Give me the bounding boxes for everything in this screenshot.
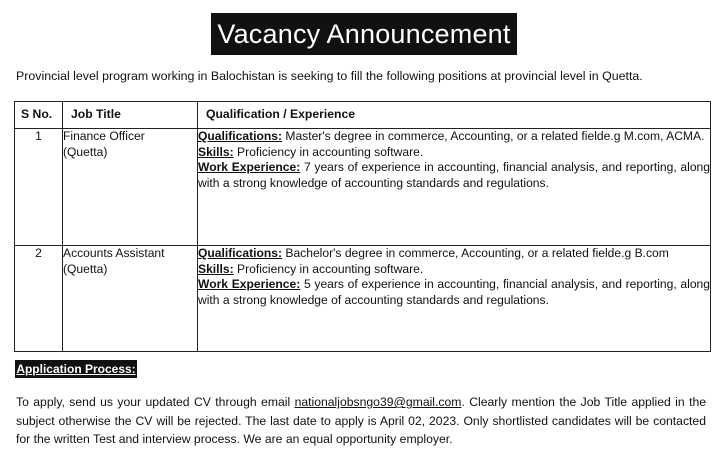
qualifications-text: Bachelor's degree in commerce, Accounting, or a related fielde.g B.com	[285, 246, 669, 260]
experience-text: 5 years of experience in accounting, financial analysis, and reporting, along with a strong knowledge of accounting standards and regulations.	[198, 277, 710, 307]
header-sno: S No.	[15, 102, 63, 129]
job-location-text: (Quetta)	[63, 261, 108, 276]
skills-label: Skills:	[198, 144, 234, 159]
table-header-row	[15, 102, 711, 129]
application-text	[16, 393, 706, 449]
table-row	[15, 246, 711, 352]
table-row	[15, 129, 711, 246]
row-job-title	[63, 129, 198, 246]
qualifications-label: Qualifications:	[198, 129, 282, 143]
qualifications-line	[198, 246, 710, 262]
qualifications-text: Master's degree in commerce, Accounting, or a related fielde.g M.com, ACMA.	[285, 129, 705, 143]
row-job-title	[63, 246, 198, 352]
positions-table	[14, 101, 711, 352]
experience-label: Work Experience:	[198, 277, 301, 292]
header-qualification: Qualification / Experience	[198, 102, 711, 129]
experience-text: 7 years of experience in accounting, financial analysis, and reporting, along with a strong knowledge of accounting standards and regulations.	[198, 160, 710, 190]
skills-label: Skills:	[198, 261, 234, 276]
skills-text: Proficiency in accounting software.	[237, 261, 424, 276]
announcement-title: Vacancy Announcement	[211, 13, 517, 55]
experience-label: Work Experience:	[198, 160, 301, 175]
experience-line	[198, 277, 710, 308]
row-qualification	[198, 246, 711, 352]
skills-text: Proficiency in accounting software.	[237, 144, 424, 159]
row-sno: 1	[15, 129, 63, 246]
qualifications-line	[198, 129, 710, 145]
email-link[interactable]: nationaljobsngo39@gmail.com	[294, 395, 462, 409]
qualifications-label: Qualifications:	[198, 246, 282, 260]
apply-text-end: . Clearly mention the Job Title applied in the subject otherwise the CV will be rejected. The last date to apply is April 02, 2023. Only shortlisted candidates will be contacted for the written Test and interview process. We are an equal opportunity employer.	[16, 395, 707, 447]
job-title-text: Finance Officer	[63, 129, 145, 143]
header-job-title: Job Title	[63, 102, 198, 129]
experience-line	[198, 160, 710, 191]
skills-line	[198, 145, 710, 161]
application-process-heading: Application Process:	[16, 362, 136, 376]
skills-line	[198, 262, 710, 278]
job-title-text: Accounts Assistant	[63, 246, 165, 260]
row-qualification	[198, 129, 711, 246]
apply-text-start: To apply, send us your updated CV through email	[16, 395, 291, 409]
job-location-text: (Quetta)	[63, 144, 108, 159]
row-sno: 2	[15, 246, 63, 352]
intro-text: Provincial level program working in Balochistan is seeking to fill the following positions at provincial level in Quetta.	[16, 69, 643, 83]
